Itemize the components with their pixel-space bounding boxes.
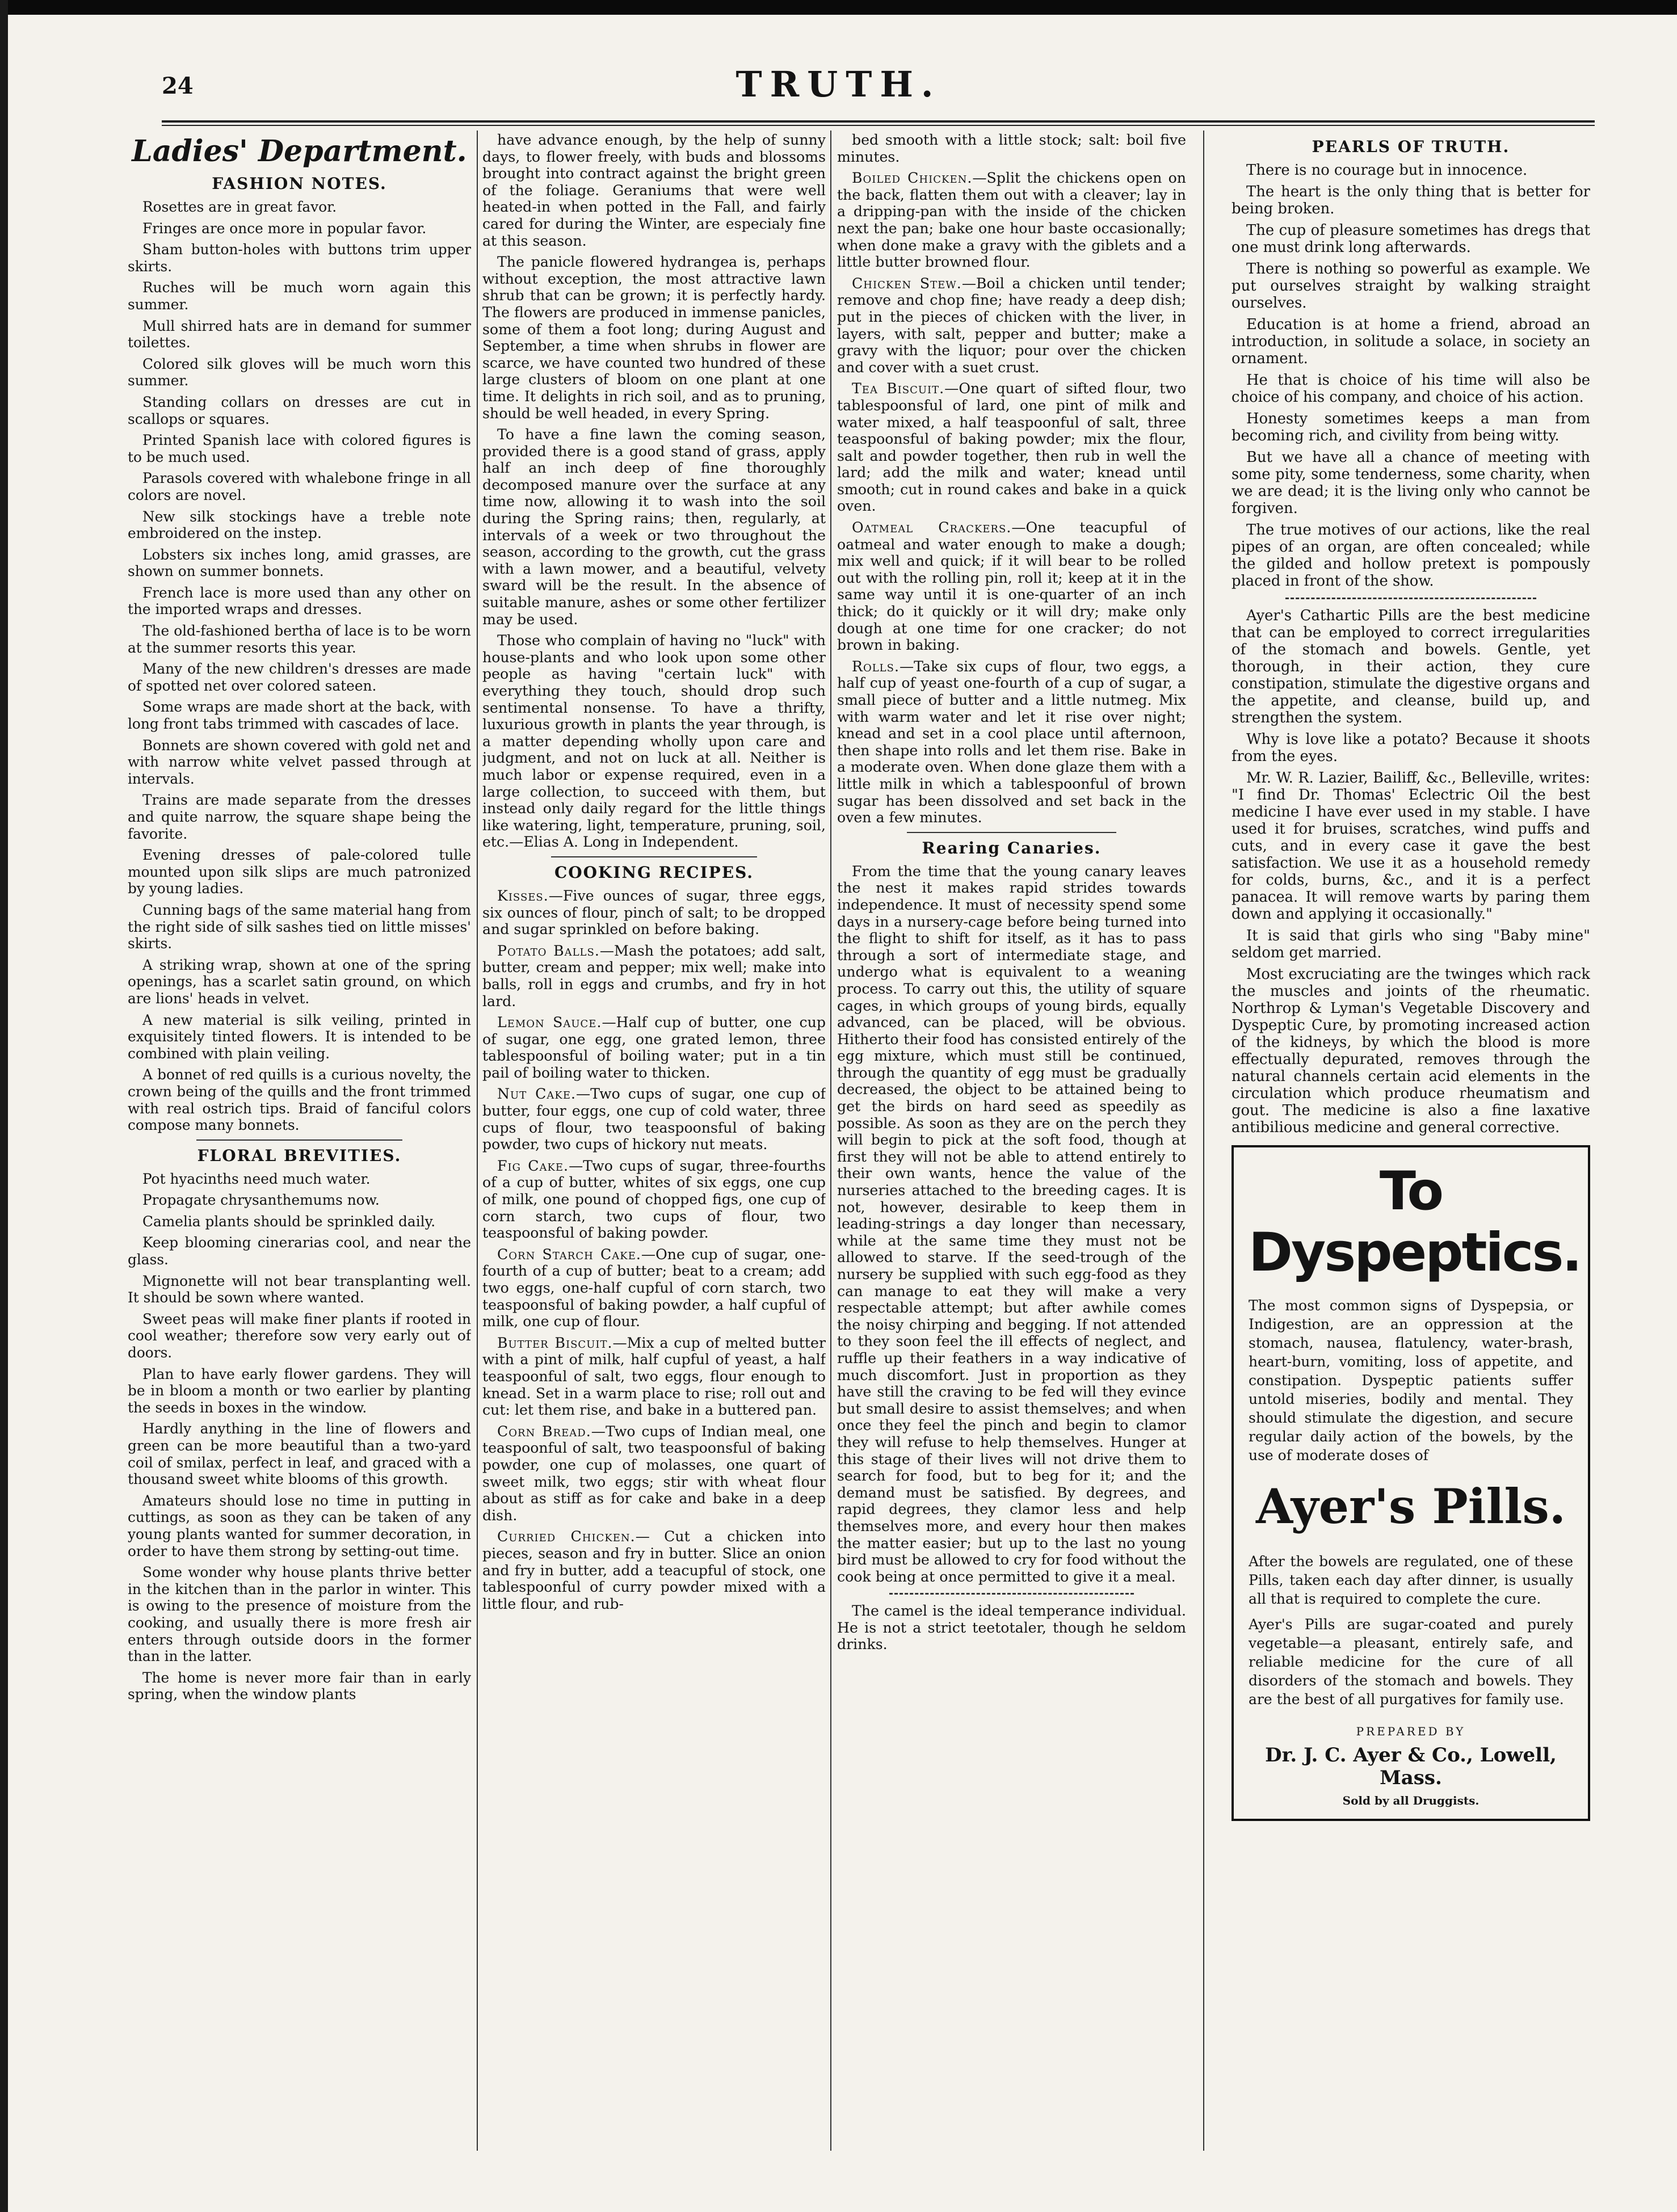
pearls-of-truth	[1232, 162, 1590, 590]
recipe-name: Potato Balls.	[497, 942, 600, 959]
recipe-text: —Five ounces of sugar, three eggs, six ounces of flour, pinch of salt; to be dropped and sugar sprinkled on before baking.	[482, 887, 826, 938]
pearl-paragraph: The true motives of our actions, like the real pipes of an organ, are often concealed; while the gilded and hollow pretext is pompously placed in front of the show.	[1232, 522, 1590, 590]
recipe-text: —Two cups of sugar, one cup of butter, four eggs, one cup of cold water, three cups of flour, two teaspoonsful of baking powder, two cups of hickory nut meats.	[482, 1086, 826, 1153]
recipe-paragraph	[482, 1086, 826, 1153]
recipe-paragraph	[482, 1014, 826, 1081]
notice-paragraph: It is said that girls who sing "Baby mine" seldom get married.	[1232, 927, 1590, 961]
recipe-text: —Two cups of sugar, three-fourths of a cup of butter, whites of six eggs, one cup of milk, one pound of chopped figs, one cup of corn starch, two cups of flour, two teaspoonsful of baking powder.	[482, 1157, 826, 1242]
recipe-paragraph	[837, 132, 1186, 165]
recipe-text: —Mix a cup of melted butter with a pint of milk, half cupful of yeast, a half teaspoonful of salt, two eggs, flour enough to knead. Set in a warm place to rise; roll out and cut: let them rise, and bake in a buttered pan.	[482, 1334, 826, 1419]
fashion-note: The old-fashioned bertha of lace is to be worn at the summer resorts this year.	[128, 623, 471, 656]
recipe-name: Chicken Stew.	[852, 275, 962, 292]
section-rule	[551, 856, 757, 857]
pearl-paragraph: He that is choice of his time will also be choice of his company, and choice of his action.	[1232, 372, 1590, 406]
fashion-note: Mull shirred hats are in demand for summer toilettes.	[128, 317, 471, 351]
recipe-paragraph	[482, 888, 826, 938]
floral-note: Propagate chrysanthemums now.	[142, 1192, 380, 1209]
pearl-paragraph: The cup of pleasure sometimes has dregs that one must drink long afterwards.	[1232, 222, 1590, 256]
fashion-note: Many of the new children's dresses are made of spotted net over colored sateen.	[128, 661, 471, 694]
floral-paragraph: have advance enough, by the help of sunny days, to flower freely, with buds and blossoms brought into contract against the bright green of the foliage. Geraniums that were well heated-in when potted in the Fall, and fairly cared for during the Winter, are especialy fine at this season.	[482, 132, 826, 249]
cooking-recipes-heading: COOKING RECIPES.	[554, 863, 754, 882]
recipe-text: —Mash the potatoes; add salt, butter, cream and pepper; mix well; make into balls, roll in eggs and crumbs, and fry in hot lard.	[482, 942, 826, 1010]
pearl-paragraph: Honesty sometimes keeps a man from becoming rich, and civility from being witty.	[1232, 410, 1590, 444]
recipe-text: —Boil a chicken until tender; remove and chop fine; have ready a deep dish; put in the pieces of chicken with the liver, in layers, with salt, pepper and butter; make a gravy with the liquor; pour over the chicken and cover with a suet crust.	[837, 275, 1186, 376]
fashion-note: Some wraps are made short at the back, with long front tabs trimmed with cascades of lace.	[128, 699, 471, 733]
fashion-notes	[128, 199, 471, 1134]
ornamental-rule	[1285, 598, 1536, 599]
floral-brevities-heading: FLORAL BREVITIES.	[197, 1146, 402, 1165]
fashion-note: A bonnet of red quills is a curious novelty, the crown being of the quills and the front trimmed with real ostrich tips. Braid of fanciful colors compose many bonnets.	[128, 1066, 471, 1134]
fashion-note: Fringes are once more in popular favor.	[142, 220, 427, 237]
section-rule	[196, 1139, 402, 1141]
fashion-note: New silk stockings have a treble note embroidered on the instep.	[128, 508, 471, 542]
recipe-name: Kisses.	[497, 887, 549, 904]
cooking-recipes	[482, 888, 826, 1612]
recipe-paragraph	[482, 1423, 826, 1524]
recipe-paragraph	[837, 170, 1186, 271]
floral-paragraph: Those who complain of having no "luck" with house-plants and who look upon some other people as having "certain luck" with everything they touch, should drop such sentimental nonsense. To have a thrifty, luxurious growth in plants the year through, is a matter depending wholly upon care and judgment, and not on luck at all. Neither is much labor or expense required, even in a large collection, to succeed with them, but instead only daily regard for the little things like watering, light, temperature, pruning, soil, etc.—Elias A. Long in Independent.	[482, 632, 826, 851]
recipe-name: Nut Cake.	[497, 1086, 576, 1103]
recipe-name: Butter Biscuit.	[497, 1334, 613, 1351]
fashion-note: Standing collars on dresses are cut in scallops or squares.	[128, 393, 471, 427]
floral-note: The home is never more fair than in early spring, when the window plants	[128, 1669, 471, 1703]
recipe-paragraph	[837, 275, 1186, 376]
recipe-name: Rolls.	[852, 658, 900, 675]
floral-note: Some wonder why house plants thrive better in the kitchen than in the parlor in winter. This is owing to the presence of moisture from the cooking, and usually there is more fresh air enters through outside doors in the former than in the latter.	[128, 1564, 471, 1665]
ad-prepared-by: PREPARED BY	[1356, 1725, 1466, 1738]
notice-paragraph: Why is love like a potato? Because it shoots from the eyes.	[1232, 731, 1590, 765]
recipe-text: bed smooth with a little stock; salt: boil five minutes.	[837, 132, 1186, 165]
recipe-text: —Half cup of butter, one cup of sugar, one egg, one grated lemon, three tablespoonsful of boiling water; put in a tin pail of boiling water to thicken.	[482, 1014, 826, 1081]
fashion-note: Evening dresses of pale-colored tulle mounted upon silk slips are much patronized by young ladies.	[128, 847, 471, 897]
column-divider	[830, 131, 831, 2151]
floral-note: Amateurs should lose no time in putting in cuttings, as soon as they can be taken of any young plants wanted for summer decoration, in order to have them strong by setting-out time.	[128, 1492, 471, 1559]
notices	[1232, 607, 1590, 1136]
recipe-name: Fig Cake.	[497, 1157, 569, 1174]
floral-continued	[482, 132, 826, 851]
column-divider	[1203, 131, 1204, 2151]
section-rule	[907, 832, 1116, 833]
ad-body: The most common signs of Dyspepsia, or Indigestion, are an oppression at the stomach, nausea, flatulency, water-brash, heart-burn, vomiting, loss of appetite, and constipation. Dyspeptic patients suffer untold miseries, bodily and mental. They should stimulate the digestion, and secure regular daily action of the bowels, by the use of moderate doses of	[1249, 1297, 1573, 1464]
floral-note: Hardly anything in the line of flowers and green can be more beautiful than a two-yard coil of smilax, perfect in leaf, and graced with a thousand sweet white blooms of this growth.	[128, 1420, 471, 1488]
floral-note: Keep blooming cinerarias cool, and near the glass.	[128, 1234, 471, 1268]
notice-paragraph: Most excruciating are the twinges which rack the muscles and joints of the rheumatic. Northrop & Lyman's Vegetable Discovery and Dyspeptic Cure, by promoting increased action of the kidneys, by which the blood is more effectually depurated, removes through the natural channels certain acid elements in the circulation which produce rheumatism and gout. The medicine is also a fine laxative antibilious medicine and general corrective.	[1232, 966, 1590, 1136]
column-4	[1232, 132, 1590, 2152]
fashion-note: Rosettes are in great favor.	[142, 199, 337, 215]
pearl-paragraph: Education is at home a friend, abroad an introduction, in solitude a solace, in society an ornament.	[1232, 316, 1590, 367]
recipe-name: Boiled Chicken.	[852, 170, 973, 187]
notice-paragraph: Ayer's Cathartic Pills are the best medicine that can be employed to correct irregularities of the stomach and bowels. Gentle, yet thorough, in their action, they cure constipation, stimulate the digestive organs and the appetite, and cleanse, build up, and strengthen the system.	[1232, 607, 1590, 726]
fashion-note: Ruches will be much worn again this summer.	[128, 279, 471, 313]
ad-sold-by: Sold by all Druggists.	[1342, 1794, 1480, 1807]
floral-note: Plan to have early flower gardens. They will be in bloom a month or two earlier by planting the seeds in boxes in the window.	[128, 1365, 471, 1416]
recipe-name: Oatmeal Crackers.	[852, 519, 1012, 536]
recipe-paragraph	[482, 1246, 826, 1330]
floral-paragraph: The panicle flowered hydrangea is, perhaps without exception, the most attractive lawn shrub that can be grown; it is perfectly hardy. The flowers are produced in immense panicles, some of them a foot long; during August and September, a time when shrubs in flower are scarce, we have counted two hundred of these large clusters of bloom on one plant at one time. It delights in rich soil, and as to pruning, should be well headed, in every Spring.	[482, 254, 826, 422]
pearl-paragraph: The heart is the only thing that is better for being broken.	[1232, 183, 1590, 217]
recipe-paragraph	[482, 1335, 826, 1419]
column-2	[482, 132, 826, 2152]
rearing-canaries	[837, 863, 1186, 1586]
floral-note: Mignonette will not bear transplanting well. It should be sown where wanted.	[128, 1272, 471, 1306]
recipe-paragraph	[482, 1528, 826, 1612]
recipe-name: Tea Biscuit.	[852, 380, 945, 397]
pearl-paragraph: There is nothing so powerful as example. We put ourselves straight by walking straight ourselves.	[1232, 260, 1590, 312]
recipe-text: —One teacupful of oatmeal and water enough to make a dough; mix well and quick; if it will bear to be rolled out with the rolling pin, roll it; keep at it in the same way until it is one-quarter of an inch thick; do it quickly or it will dry; make only dough at one time for one cracker; do not brown in baking.	[837, 519, 1186, 654]
recipe-name: Lemon Sauce.	[497, 1014, 602, 1031]
masthead-rule	[162, 120, 1595, 123]
recipe-name: Corn Bread.	[497, 1423, 591, 1440]
floral-paragraph: To have a fine lawn the coming season, provided there is a good stand of grass, apply half an inch deep of fine thoroughly decomposed manure over the surface at any time now, allowing it to wash into the soil during the Spring rains; then, regularly, at intervals of a week or two throughout the season, according to the growth, cut the grass with a lawn mower, and a beautiful, velvety sward will be the result. In the absence of suitable manure, ashes or some other fertilizer may be used.	[482, 426, 826, 628]
column-3	[837, 132, 1186, 2152]
recipe-paragraph	[837, 380, 1186, 515]
rearing-canaries-heading: Rearing Canaries.	[922, 838, 1102, 857]
fashion-note: A striking wrap, shown at one of the spring openings, has a scarlet satin ground, on which are lions' heads in velvet.	[128, 956, 471, 1007]
camel-paragraph: The camel is the ideal temperance individual. He is not a strict teetotaler, though he seldom drinks.	[837, 1603, 1186, 1653]
fashion-note: Trains are made separate from the dresses and quite narrow, the square shape being the favorite.	[128, 792, 471, 842]
canaries-paragraph: From the time that the young canary leaves the nest it makes rapid strides towards independence. It must of necessity spend some days in a nursery-cage before being turned into the flight to shift for itself, as it has to pass through a sort of intermediate stage, and undergo what is equivalent to a weaning process. To carry out this, the utility of square cages, in which groups of young birds, equally advanced, can be placed, will be obvious. Hitherto their food has consisted entirely of the egg mixture, which must still be continued, through the quantity of egg must be gradually decreased, the object to be attained being to get the birds on hard seed as speedily as possible. As soon as they are on the perch they will begin to pick at the soft food, though at first they will not be able to attend entirely to their own wants, hence the value of the nurseries attached to the breeding cages. It is not, however, desirable to keep them in leading-strings a day longer than necessary, while at the same time they must not be allowed to starve. If the seed-trough of the nursery be supplied with such egg-food as they can manage to eat they will make a very respectable attempt; but after awhile comes the noisy chirping and begging. If not attended to they soon feel the ill effects of neglect, and ruffle up their feathers in a way indicative of much discomfort. Just in proportion as they have still the craving to be fed will they evince but small desire to assist themselves; and when once they feel the pinch and begin to clamor they will refuse to help themselves. Hunger at this stage of their lives will not drive them to search for food, but to beg for it; and the demand must be satisfied. By degrees, and rapid degrees, they clamor less and help themselves more, and every hour then makes the matter easier; but up to the last no young bird must be allowed to cry for food without the cook being at once permitted to give it a meal.	[837, 863, 1186, 1585]
fashion-note: Lobsters six inches long, amid grasses, are shown on summer bonnets.	[128, 546, 471, 580]
page-number: 24	[162, 73, 194, 99]
pearl-paragraph: There is no courage but in innocence.	[1246, 162, 1528, 179]
fashion-note: French lace is more used than any other on the imported wraps and dresses.	[128, 584, 471, 618]
floral-note: Pot hyacinths need much water.	[142, 1170, 371, 1187]
recipes-continued	[837, 132, 1186, 826]
floral-note: Camelia plants should be sprinkled daily.	[142, 1213, 436, 1230]
recipe-name: Curried Chicken.	[497, 1528, 636, 1545]
recipe-text: —Two cups of Indian meal, one teaspoonful of salt, two teaspoonsful of baking powder, one cup of molasses, one quart of sweet milk, two eggs; stir with wheat flour about as stiff as for cake and bake in a deep dish.	[482, 1423, 826, 1524]
floral-note: Sweet peas will make finer plants if rooted in cool weather; therefore sow very early out of doors.	[128, 1310, 471, 1361]
fashion-note: A new material is silk veiling, printed in exquisitely tinted flowers. It is intended to be combined with plain veiling.	[128, 1011, 471, 1062]
recipe-paragraph	[482, 943, 826, 1010]
notice-paragraph: Mr. W. R. Lazier, Bailiff, &c., Belleville, writes: "I find Dr. Thomas' Eclectric Oil the best medicine I have ever used in my stable. I have used it for bruises, scratches, wind puffs and cuts, and in every case it gave the best satisfaction. We use it as a household remedy for colds, burns, &c., and it is a perfect panacea. It will remove warts by paring them down and applying it occasionally."	[1232, 769, 1590, 923]
column-1	[128, 132, 471, 2152]
fashion-note: Bonnets are shown covered with gold net and with narrow white velvet passed through at intervals.	[128, 737, 471, 787]
recipe-text: —Split the chickens open on the back, flatten them out with a cleaver; lay in a dripping-pan with the inside of the chicken next the pan; bake one hour baste occasionally; when done make a gravy with the giblets and a little butter browned flour.	[837, 170, 1186, 271]
floral-brevities	[128, 1171, 471, 1703]
ad-body-3: Ayer's Pills are sugar-coated and purely vegetable—a pleasant, entirely safe, and reliable medicine for the cure of all disorders of the stomach and bowels. They are the best of all purgatives for family use.	[1249, 1616, 1573, 1708]
recipe-text: —Take six cups of flour, two eggs, a half cup of yeast one-fourth of a cup of sugar, a small piece of butter and a little nutmeg. Mix with warm water and let it rise over night; knead and set in a cool place until afternoon, then shape into rolls and let them rise. Bake in a moderate oven. When done glaze them with a little milk in which a tablespoonful of brown sugar has been dissolved and set back in the oven a few minutes.	[837, 658, 1186, 826]
masthead-rule-thin	[162, 125, 1595, 126]
pearl-paragraph: But we have all a chance of meeting with some pity, some tenderness, some charity, when we are dead; it is the living only who cannot be forgiven.	[1232, 449, 1590, 517]
recipe-paragraph	[482, 1158, 826, 1242]
advertisement-box	[1232, 1145, 1590, 1821]
department-title: Ladies' Department.	[132, 134, 467, 169]
pearls-heading: PEARLS OF TRUTH.	[1312, 137, 1510, 156]
fashion-note: Sham button-holes with buttons trim upper skirts.	[128, 241, 471, 275]
ornamental-rule	[889, 1593, 1134, 1595]
ad-product-name: Ayer's Pills.	[1256, 1478, 1566, 1534]
fashion-note: Parasols covered with whalebone fringe in all colors are novel.	[128, 470, 471, 503]
recipe-paragraph	[837, 658, 1186, 826]
recipe-name: Corn Starch Cake.	[497, 1246, 641, 1263]
masthead-title: TRUTH.	[735, 64, 942, 105]
fashion-note: Cunning bags of the same material hang from the right side of silk sashes tied on little misses' skirts.	[128, 901, 471, 952]
ad-company: Dr. J. C. Ayer & Co., Lowell, Mass.	[1265, 1744, 1557, 1789]
column-divider	[477, 131, 478, 2151]
recipe-text: — Cut a chicken into pieces, season and fry in butter. Slice an onion and fry in butter, add a teacupful of stock, one tablespoonful of curry powder mixed with a little flour, and rub-	[482, 1528, 826, 1612]
scan-top-border	[0, 0, 1677, 15]
recipe-text: —One cup of sugar, one-fourth of a cup of butter; beat to a cream; add two eggs, one-half cupful of corn starch, two teaspoonsful of baking powder, a half cupful of milk, one cup of flour.	[482, 1246, 826, 1330]
ad-body-2: After the bowels are regulated, one of these Pills, taken each day after dinner, is usually all that is required to complete the cure.	[1249, 1553, 1573, 1607]
ad-headline: To Dyspeptics.	[1249, 1160, 1581, 1284]
fashion-notes-heading: FASHION NOTES.	[212, 174, 387, 193]
fashion-note: Printed Spanish lace with colored figures is to be much used.	[128, 432, 471, 465]
fashion-note: Colored silk gloves will be much worn this summer.	[128, 355, 471, 389]
scan-left-border	[0, 0, 8, 2212]
recipe-text: —One quart of sifted flour, two tablespoonsful of lard, one pint of milk and water mixed, a half teaspoonful of salt, three teaspoonsful of baking powder; mix the flour, salt and powder together, then rub in well the lard; add the milk and water; knead until smooth; cut in round cakes and bake in a quick oven.	[837, 380, 1186, 515]
recipe-paragraph	[837, 519, 1186, 654]
